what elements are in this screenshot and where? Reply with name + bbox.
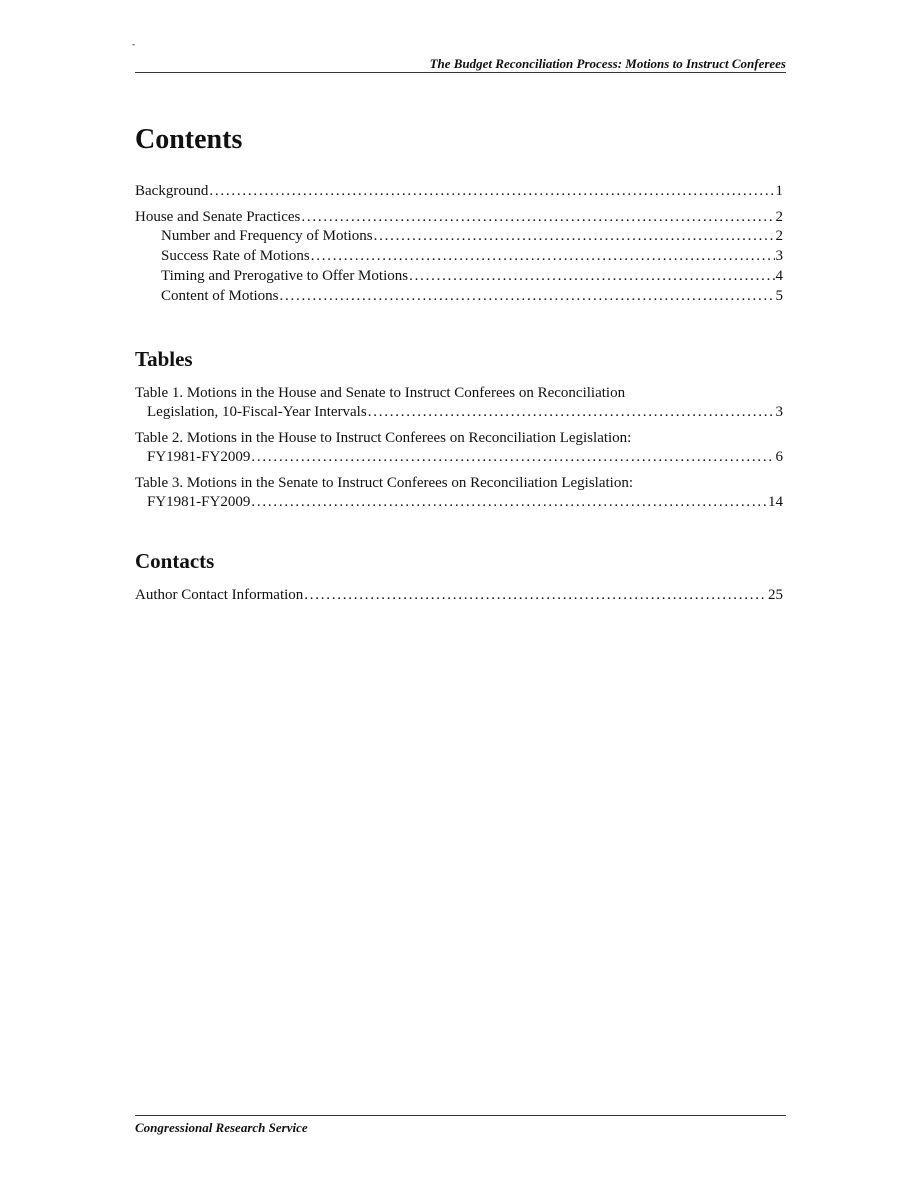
dot-leader — [368, 403, 775, 422]
tables-list — [135, 384, 783, 512]
contents-section — [135, 122, 783, 306]
toc-entry-page: 14 — [768, 494, 783, 510]
running-header-title: The Budget Reconciliation Process: Motions to Instruct Conferees — [429, 56, 786, 71]
toc-entry-page: 6 — [775, 449, 783, 465]
footer-publisher: Congressional Research Service — [135, 1120, 308, 1135]
toc-entry-page: 5 — [775, 288, 783, 304]
toc-entry-page: 3 — [775, 404, 783, 420]
toc-entry-label: Table 1. Motions in the House and Senate to Instruct Conferees on Reconciliation — [135, 385, 626, 401]
toc-entry-label: Author Contact Information — [135, 587, 304, 603]
toc-entry-house-senate-practices[interactable] — [135, 208, 783, 227]
header-rule — [135, 72, 786, 73]
contents-list — [135, 182, 783, 306]
toc-entry-label: Timing and Prerogative to Offer Motions — [161, 268, 409, 284]
contacts-heading: Contacts — [135, 549, 215, 573]
toc-entry-label: Table 2. Motions in the House to Instruct Conferees on Reconciliation Legislation: — [135, 430, 632, 446]
contacts-section — [135, 548, 783, 605]
contacts-list — [135, 586, 783, 605]
dot-leader — [251, 493, 767, 512]
dot-leader — [304, 586, 767, 605]
toc-entry-label: Success Rate of Motions — [161, 248, 310, 264]
dot-leader — [374, 227, 775, 246]
toc-entry-table-2[interactable] — [135, 429, 783, 467]
dot-leader — [251, 448, 774, 467]
toc-entry-background[interactable] — [135, 182, 783, 201]
dot-leader — [311, 247, 775, 266]
toc-entry-author-contact[interactable] — [135, 586, 783, 605]
toc-entry-page: 25 — [768, 587, 783, 603]
dot-leader — [301, 208, 774, 227]
toc-entry-number-frequency[interactable] — [161, 227, 783, 246]
toc-entry-label-continued: Legislation, 10-Fiscal-Year Intervals — [147, 404, 367, 420]
toc-entry-table-1[interactable] — [135, 384, 783, 422]
dot-leader — [409, 267, 774, 286]
tables-section — [135, 346, 783, 512]
toc-entry-label-continued: FY1981-FY2009 — [147, 494, 251, 510]
toc-entry-timing-prerogative[interactable] — [161, 267, 783, 286]
toc-entry-page: 2 — [775, 209, 783, 225]
toc-entry-page: 1 — [775, 183, 783, 199]
toc-entry-label: House and Senate Practices — [135, 209, 301, 225]
toc-entry-label: Content of Motions — [161, 288, 279, 304]
toc-entry-label: Number and Frequency of Motions — [161, 228, 373, 244]
toc-entry-page: 2 — [775, 228, 783, 244]
footer-rule — [135, 1115, 786, 1116]
toc-entry-label-continued: FY1981-FY2009 — [147, 449, 251, 465]
contents-heading: Contents — [135, 124, 243, 155]
dot-leader — [280, 287, 775, 306]
toc-entry-content-of-motions[interactable] — [161, 287, 783, 306]
toc-entry-success-rate[interactable] — [161, 247, 783, 266]
toc-entry-page: 4 — [775, 268, 783, 284]
dot-leader — [209, 182, 774, 201]
header-mark: - — [132, 39, 135, 49]
toc-entry-page: 3 — [775, 248, 783, 264]
toc-entry-label: Table 3. Motions in the Senate to Instruct Conferees on Reconciliation Legislation: — [135, 475, 634, 491]
toc-entry-label: Background — [135, 183, 209, 199]
toc-body — [135, 122, 783, 645]
tables-heading: Tables — [135, 347, 193, 371]
toc-entry-table-3[interactable] — [135, 474, 783, 512]
